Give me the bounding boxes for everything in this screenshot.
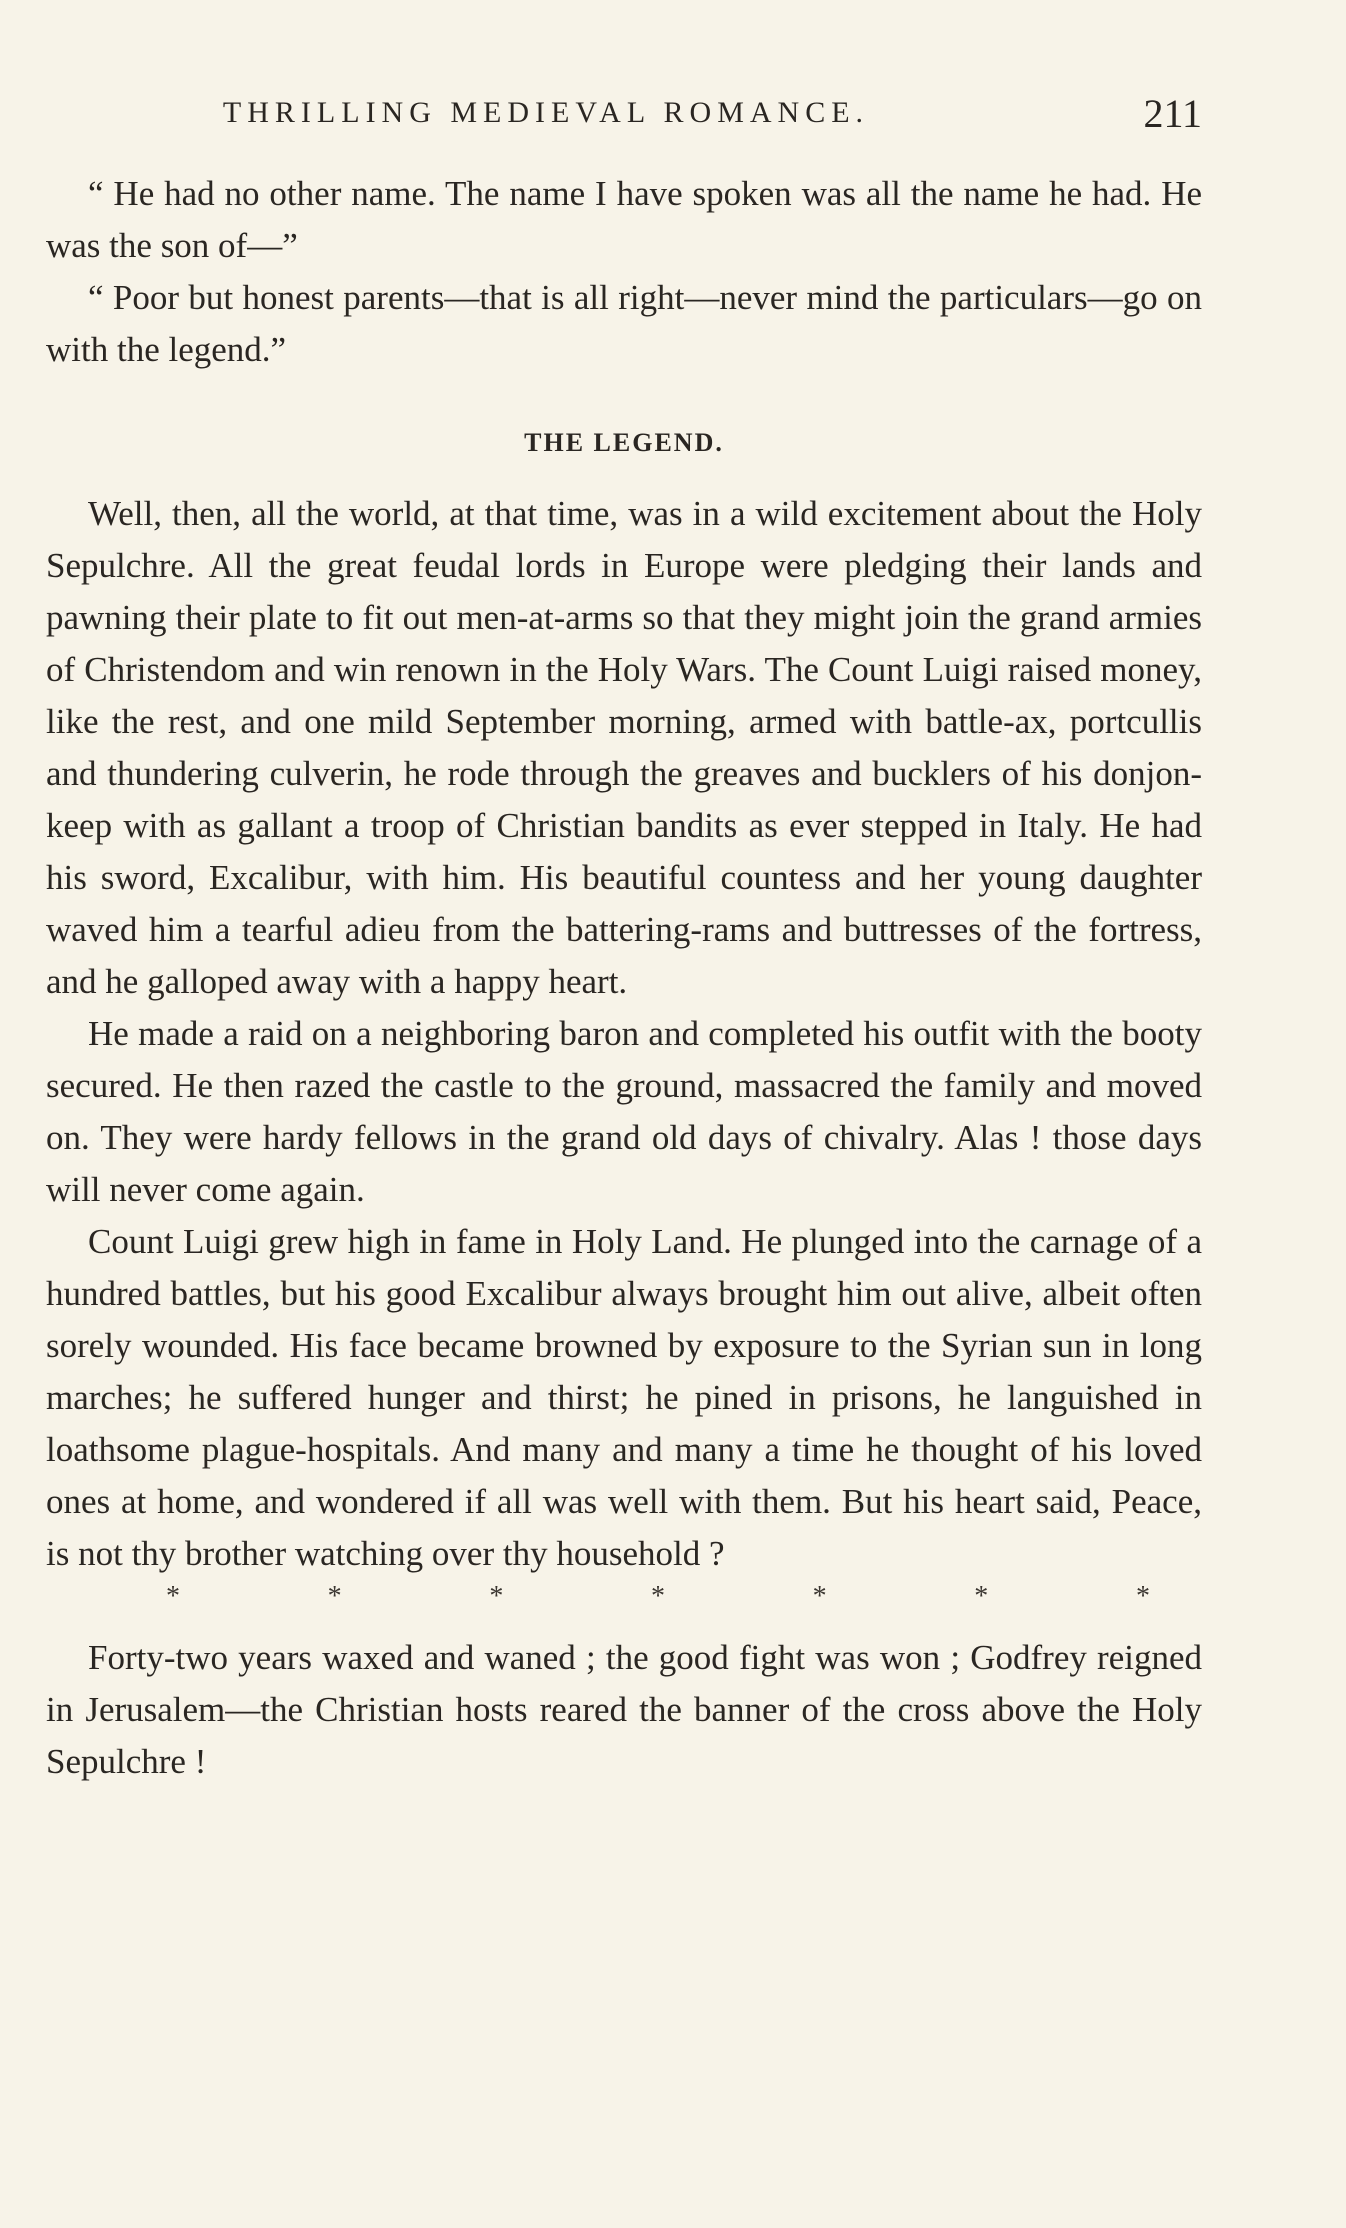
paragraph-legend-2: He made a raid on a neighboring baron and completed his outfit with the booty secured. He then razed the castle to the ground, massacred the family and moved on. They were hardy fellows in the grand old days of chivalry. Alas ! those days will never come again. bbox=[46, 1014, 1202, 1209]
asterism: * bbox=[974, 1581, 989, 1612]
paragraph-legend-1: Well, then, all the world, at that time, was in a wild excitement about the Holy Sepulchre. All the great feudal lords in Europe were pledging their lands and pawning their plate to fit out men-at-arms so that they might join the grand armies of Christendom and win renown in the Holy Wars. The Count Luigi raised money, like the rest, and one mild September morning, armed with battle-ax, portcullis and thundering culverin, he rode through the greaves and bucklers of his donjon-keep with as gallant a troop of Christian bandits as ever stepped in Italy. He had his sword, Excalibur, with him. His beautiful countess and her young daughter waved him a tearful adieu from the battering-rams and buttresses of the fortress, and he galloped away with a happy heart. bbox=[46, 494, 1202, 1001]
paragraph-final: Forty-two years waxed and waned ; the good fight was won ; Godfrey reigned in Jerusalem—the Christian hosts reared the banner of the cross above the Holy Sepulchre ! bbox=[46, 1638, 1202, 1781]
section-heading: THE LEGEND. bbox=[524, 428, 724, 457]
section-break-asterisms bbox=[46, 1580, 1202, 1614]
asterism: * bbox=[489, 1581, 504, 1612]
asterism: * bbox=[650, 1581, 665, 1612]
asterism: * bbox=[1135, 1581, 1150, 1612]
running-head bbox=[46, 90, 1202, 140]
page-number: 211 bbox=[1143, 91, 1202, 136]
book-page bbox=[46, 0, 1202, 2228]
asterism: * bbox=[166, 1581, 180, 1612]
paragraph-intro-1: “ He had no other name. The name I have spoken was all the name he had. He was the son of—” bbox=[46, 174, 1202, 265]
paragraph-legend-3: Count Luigi grew high in fame in Holy Land. He plunged into the carnage of a hundred battles, but his good Excalibur always brought him out alive, albeit often sorely wounded. His face became browned by exposure to the Syrian sun in long marches; he suffered hunger and thirst; he pined in prisons, he languished in loathsome plague-hospitals. And many and many a time he thought of his loved ones at home, and wondered if all was well with them. But his heart said, Peace, is not thy brother watching over thy household ? bbox=[46, 1222, 1202, 1573]
asterism: * bbox=[812, 1581, 827, 1612]
paragraph-intro-2: “ Poor but honest parents—that is all right—never mind the particulars—go on with the legend.” bbox=[46, 278, 1202, 369]
asterism: * bbox=[327, 1581, 342, 1612]
body-text bbox=[46, 168, 1202, 1788]
running-title: THRILLING MEDIEVAL ROMANCE. bbox=[222, 96, 870, 129]
